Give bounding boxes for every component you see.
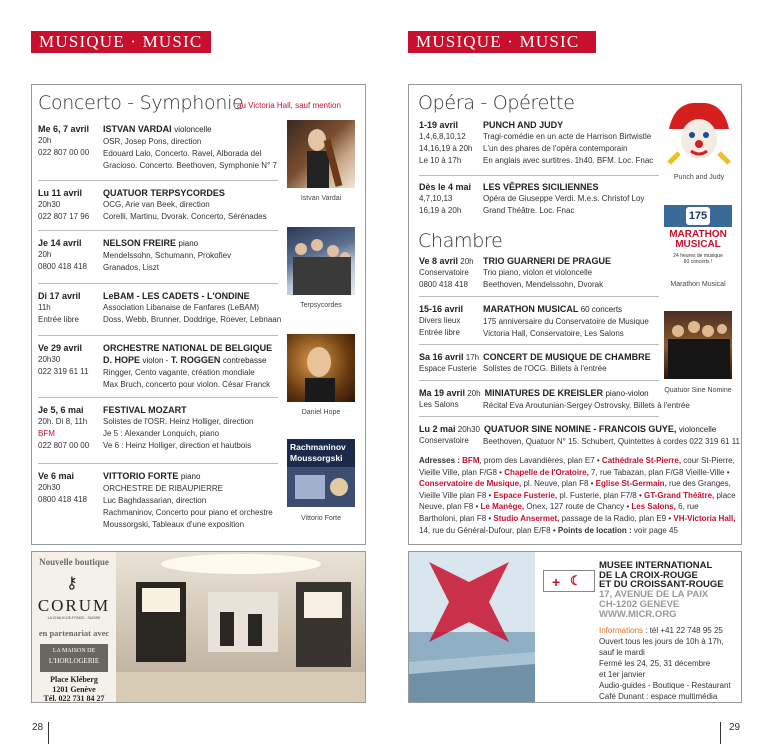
entry-meta: Entrée libre — [38, 315, 79, 324]
micr-address — [599, 590, 708, 620]
entry-date-col — [38, 187, 89, 223]
entry-title — [103, 470, 273, 483]
opera-meta: 14,16,19 à 20h — [419, 144, 473, 153]
micr-addr-1: 17, AVENUE DE LA PAIX — [599, 589, 709, 600]
caption-istvan-vardai: Istvan Vardai — [300, 195, 342, 202]
entry-date: Lu 11 avril — [38, 188, 83, 198]
entry-line: Edouard Lalo, Concerto. Ravel, Alborada del — [103, 149, 262, 158]
micr-closed-dates: Fermé les 24, 25, 31 décembre — [599, 659, 711, 668]
entry-date: Ve 6 mai — [38, 471, 75, 481]
corum-brand: CORUM — [37, 596, 111, 615]
entry-meta: 20h30 — [38, 355, 61, 364]
chambre-line: 175 anniversaire du Conservatoire de Musique — [483, 317, 649, 326]
performer-name-2: T. ROGGEN — [170, 355, 221, 365]
address-name: Les Salons, — [631, 502, 676, 512]
entry-line: Max Bruch, concerto pour violon. César Franck — [103, 380, 271, 389]
opera-separator — [419, 175, 659, 176]
chambre-title — [483, 303, 649, 316]
section-title-opera: Opéra - Opérette — [418, 92, 575, 114]
entry-line: ORCHESTRE DE RIBAUPIERRE — [103, 484, 224, 493]
opera-meta: Le 10 à 17h — [419, 156, 462, 165]
corum-partner: en partenariat avec — [38, 628, 110, 638]
entry-date-col — [38, 237, 87, 273]
photo-terpsycordes — [287, 227, 355, 295]
address-text: 7, rue Tabazan, plan F/G8 Vieille-Ville • — [588, 467, 730, 477]
entry-line: Je 5 : Alexander Lonquich, piano — [103, 429, 220, 438]
opera-title: PUNCH AND JUDY — [483, 120, 564, 130]
chambre-title-text: MINIATURES DE KREISLER — [484, 388, 603, 398]
chambre-meta: Conservatoire — [419, 436, 469, 445]
address-text: 14, rue du Général-Dufour, plan E/F8 • — [419, 525, 556, 535]
address-name: GT-Grand Théâtre, — [644, 490, 715, 500]
entry-separator — [38, 283, 278, 284]
entry-date: Di 17 avril — [38, 291, 81, 301]
address-name: Conservatoire de Musique, — [419, 479, 522, 489]
address-name: Studio Ansermet, — [493, 513, 560, 523]
opera-line: Tragi-comédie en un acte de Harrison Birtwistle — [483, 132, 652, 141]
performer-name: D. HOPE — [103, 355, 141, 365]
chambre-date: Lu 2 mai — [419, 424, 456, 434]
address-name: Espace Fusterie, — [493, 490, 558, 500]
red-cross-icon: + — [552, 574, 561, 590]
entry-meta: 022 807 00 00 — [38, 148, 90, 157]
entry-date-col — [38, 123, 89, 159]
entry-line: Luc Baghdassarian, direction — [103, 496, 207, 505]
entry-title — [103, 237, 231, 250]
chambre-meta-col — [419, 399, 459, 411]
maison-logo — [40, 644, 108, 672]
micr-addr-3[interactable]: WWW.MICR.ORG — [599, 609, 677, 620]
address-text: 6, rue Bartholoni, plan F8 • — [419, 502, 699, 523]
address-text: cour St-Pierre, Vieille Ville, plan F/G8 • — [419, 456, 735, 477]
chambre-date: Ma 19 avril — [419, 388, 466, 398]
caption-punch-judy: Punch and Judy — [673, 174, 725, 181]
photo-punch-judy — [665, 95, 733, 167]
chambre-line: Beethoven, Quatuor N° 15. Schubert, Quintettes à cordes 022 319 61 11 — [483, 437, 740, 446]
entry-date-col — [38, 290, 81, 326]
entry-line: Association Libanaise de Fanfares (LeBAM) — [103, 303, 260, 312]
chambre-line: Récital Eva Aroutunian-Sergey Ostrovsky. Billets à l'entrée — [483, 401, 690, 410]
chambre-meta-col — [419, 267, 469, 291]
opera-meta: 1,4,6,8,10,12 — [419, 132, 466, 141]
page-number-left: 28 — [32, 722, 44, 733]
chambre-title-wrap — [483, 255, 611, 291]
section-subtitle: au Victoria Hall, sauf mention — [237, 101, 341, 110]
entry-title — [103, 342, 272, 354]
entry-body — [103, 123, 277, 172]
entry-meta: 022 807 00 00 — [38, 441, 90, 450]
opera-line: Grand Théâtre. Loc. Fnac — [483, 206, 575, 215]
micr-closed-jan: et 1er janvier — [599, 670, 646, 679]
entry-title — [103, 187, 267, 199]
chambre-date: 15-16 avril — [419, 304, 464, 314]
entry-title-text: QUATUOR TERPSYCORDES — [103, 188, 225, 198]
corum-brand-sub: LA CHAUX-DE-FONDS - SUISSE — [47, 616, 101, 620]
location-label: Points de location : — [557, 525, 632, 535]
entry-meta: 20h30 — [38, 200, 61, 209]
addresses-block — [419, 455, 737, 536]
entry-separator — [38, 180, 278, 181]
photo-daniel-hope — [287, 334, 355, 402]
entry-title-text: LeBAM - LES CADETS - L'ONDINE — [103, 291, 250, 301]
entry-line: Solistes de l'OSR. Heinz Holliger, direction — [103, 417, 254, 426]
chambre-meta-col — [419, 363, 477, 375]
address-text: , prom des Lavandières, plan E7 • — [479, 456, 600, 465]
address-name: Eglise St-Germain, — [595, 479, 667, 489]
addresses-label: Adresses : — [419, 456, 460, 465]
entry-line: Corelli, Martinu, Dvorak. Concerto, Sérénades — [103, 212, 267, 221]
opera-title: LES VÊPRES SICILIENNES — [483, 182, 599, 192]
chambre-separator — [419, 296, 659, 297]
entry-body — [103, 187, 267, 223]
entry-title-text: ISTVAN VARDAI — [103, 124, 172, 134]
page-rule-left — [48, 722, 49, 744]
entry-meta: BFM — [38, 429, 55, 438]
chambre-line: Victoria Hall, Conservatoire, Les Salons — [483, 329, 624, 338]
micr-info-label: Informations — [599, 626, 644, 635]
address-name: Le Manège, — [480, 502, 525, 512]
entry-meta: 20h30 — [38, 483, 61, 492]
opera-meta: 16,19 à 20h — [419, 206, 462, 215]
entry-separator — [38, 335, 278, 336]
corum-address — [32, 675, 116, 703]
address-text: place Neuve, plan F8 • — [419, 490, 736, 512]
boutique-interior-image — [116, 552, 366, 703]
micr-phone: : tél +41 22 748 95 25 — [643, 626, 723, 635]
chambre-title-text: MARATHON MUSICAL — [483, 304, 579, 314]
entry-line: Ve 6 : Heinz Holliger, direction et hautbois — [103, 441, 252, 450]
cellist-image — [287, 120, 355, 188]
entry-date: Me 6, 7 avril — [38, 124, 90, 134]
micr-title — [599, 561, 724, 590]
corum-ad[interactable] — [31, 551, 366, 703]
entry-line: Ringger, Cento vagante, création mondiale — [103, 368, 255, 377]
entry-date-col — [38, 470, 87, 506]
photo-vittorio-forte — [287, 439, 355, 507]
entry-title — [103, 404, 253, 416]
chambre-meta-col — [419, 315, 460, 339]
entry-meta: 11h — [38, 303, 51, 312]
chambre-separator — [419, 344, 659, 345]
entry-separator — [38, 463, 278, 464]
micr-ad[interactable] — [408, 551, 742, 703]
string-quartet-image — [664, 311, 732, 379]
entry-meta: 20h. Di 8, 11h — [38, 417, 88, 426]
entry-date: Ve 29 avril — [38, 343, 83, 353]
chambre-meta: Conservatoire — [419, 268, 469, 277]
entry-line: Doss, Webb, Brunner, Doddrige, Roever, Lebnaan — [103, 315, 282, 324]
micr-closed-day: sauf le mardi — [599, 648, 645, 657]
chambre-time: 20h30 — [457, 425, 480, 434]
chambre-line: Solistes de l'OCG. Billets à l'entrée — [483, 364, 607, 373]
marathon-sub-2: 60 concerts ! — [683, 259, 713, 265]
cd-cover-image — [287, 467, 355, 507]
entry-body — [103, 404, 253, 452]
address-text: rue des Granges, Vieille Ville plan F8 • — [419, 479, 731, 500]
chambre-title-text: TRIO GUARNERI DE PRAGUE — [483, 256, 612, 266]
chambre-separator — [419, 416, 659, 417]
micr-logo — [543, 570, 595, 592]
address-name: BFM — [462, 456, 480, 465]
entry-title-text: FESTIVAL MOZART — [103, 405, 187, 415]
caption-terpsycordes: Terpsycordes — [300, 302, 342, 309]
chambre-meta: 0800 418 418 — [419, 280, 468, 289]
entry-title-text: VITTORIO FORTE — [103, 471, 179, 481]
section-title-concerto: Concerto - Symphonie — [38, 92, 244, 114]
museum-building-image — [409, 552, 535, 703]
chambre-time: 17h — [465, 353, 480, 362]
violinist-image — [287, 334, 355, 402]
music-banner-right: MUSIQUE · MUSIC — [408, 31, 596, 53]
chambre-title-text: CONCERT DE MUSIQUE DE CHAMBRE — [483, 352, 651, 362]
entry-title — [103, 123, 277, 136]
opera-line: L'un des phares de l'opéra contemporain — [483, 144, 628, 153]
micr-info — [599, 625, 731, 702]
entry-meta: 022 319 61 11 — [38, 367, 89, 376]
location-text: voir page 45 — [631, 525, 678, 535]
red-crescent-icon: ☾ — [570, 573, 582, 588]
entry-title-line2 — [103, 354, 272, 367]
corum-key-icon: ⚷ — [66, 575, 78, 592]
marathon-number: 175 — [686, 207, 710, 225]
entry-title-note: violoncelle — [174, 125, 212, 134]
marathon-sub-1: 24 heures de musique — [673, 253, 723, 259]
caption-vittorio-forte: Vittorio Forte — [301, 515, 341, 522]
cd-title-2: Moussorgski — [290, 453, 343, 463]
micr-title-2: DE LA CROIX-ROUGE — [599, 569, 698, 581]
corum-addr-3: Tél. 022 731 84 27 — [43, 694, 105, 703]
caption-daniel-hope: Daniel Hope — [301, 409, 341, 416]
entry-line: Gracioso. Concerto. Beethoven, Symphonie N° 7 — [103, 161, 277, 170]
chambre-title-note: 60 concerts — [580, 305, 623, 314]
entry-title-note: piano — [178, 239, 199, 248]
chambre-title-text: QUATUOR SINE NOMINE - FRANCOIS GUYE, — [484, 424, 677, 434]
chambre-meta: Les Salons — [419, 400, 459, 409]
address-list — [419, 456, 736, 535]
micr-addr-2: CH-1202 GENEVE — [599, 599, 680, 610]
chambre-line: Beethoven, Mendelssohn, Dvorak — [483, 280, 604, 289]
entry-title-text: ORCHESTRE NATIONAL DE BELGIQUE — [103, 343, 273, 353]
address-text: passage de la Radio, plan E9 • — [559, 513, 672, 523]
marathon-title-1: MARATHON — [669, 229, 727, 240]
performer-instrument-2: contrebasse — [222, 356, 267, 365]
chambre-line: Trio piano, violon et violoncelle — [483, 268, 593, 277]
entry-title-text: NELSON FREIRE — [103, 238, 177, 248]
entry-date-col — [38, 342, 89, 378]
entry-body — [103, 237, 231, 274]
address-text: pl. Neuve, plan F8 • — [521, 479, 594, 489]
entry-body — [103, 342, 272, 391]
chambre-title-note: violoncelle — [678, 425, 717, 434]
address-text: pl. Fusterie, plan F7/8 • — [557, 490, 642, 500]
address-name: Cathédrale St-Pierre, — [601, 456, 682, 465]
address-name: Chapelle de l'Oratoire, — [504, 467, 589, 477]
quartet-image — [287, 227, 355, 295]
opera-meta: 4,7,10,13 — [419, 194, 453, 203]
corum-addr-1: Place Kléberg — [50, 675, 98, 684]
entry-separator — [38, 230, 278, 231]
caption-marathon: Marathon Musical — [670, 281, 726, 288]
address-text: Onex, 127 route de Chancy • — [524, 502, 630, 512]
opera-date: 1-19 avril — [419, 120, 459, 130]
photo-istvan-vardai — [287, 120, 355, 188]
micr-title-1: MUSEE INTERNATIONAL — [599, 560, 713, 571]
maison-line-1: LA MAISON DE — [52, 648, 96, 654]
chambre-date: Ve 8 avril — [419, 256, 459, 266]
opera-date: Dès le 4 mai — [419, 182, 472, 192]
entry-line: Rachmaninov, Concerto pour piano et orchestre — [103, 508, 273, 517]
chambre-meta: Entrée libre — [419, 328, 460, 337]
micr-services: Audio-guides - Boutique - Restaurant — [599, 681, 731, 690]
opera-date-col — [419, 181, 471, 217]
clown-image — [665, 95, 733, 167]
micr-cafe: Café Dunant : espace multimédia — [599, 692, 718, 701]
marathon-title-2: MUSICAL — [675, 239, 721, 250]
entry-meta: 0800 418 418 — [38, 495, 87, 504]
address-name: VH-Victoria Hall, — [673, 513, 736, 523]
opera-body — [483, 181, 644, 217]
opera-line: En anglais avec surtitres. 1h40. BFM. Loc. Fnac — [483, 156, 654, 165]
entry-meta: 022 807 17 96 — [38, 212, 90, 221]
marathon-poster — [664, 205, 732, 273]
entry-meta: 20h — [38, 250, 52, 259]
entry-line: Moussorgski, Tableaux d'une exposition — [103, 520, 245, 529]
entry-title-note: piano — [180, 472, 201, 481]
entry-date: Je 5, 6 mai — [38, 405, 84, 415]
entry-line: OSR, Josep Pons, direction — [103, 137, 202, 146]
entry-meta: 20h — [38, 136, 52, 145]
micr-title-3: ET DU CROISSANT-ROUGE — [599, 579, 724, 590]
corum-addr-2: 1201 Genève — [52, 684, 96, 694]
cd-title-1: Rachmaninov — [290, 442, 346, 452]
micr-hours: Ouvert tous les jours de 10h à 17h, — [599, 637, 724, 646]
opera-date-col — [419, 119, 472, 167]
chambre-meta: Espace Fusterie — [419, 364, 477, 373]
entry-date-col — [38, 404, 89, 452]
entry-line: Mendelssohn, Schumann, Prokofiev — [103, 251, 232, 260]
chambre-title-wrap — [483, 351, 651, 375]
entry-date: Je 14 avril — [38, 238, 82, 248]
chambre-time: 20h — [460, 257, 474, 266]
chambre-title — [483, 255, 611, 267]
chambre-time: 20h — [467, 389, 481, 398]
page-number-right: 29 — [729, 722, 741, 733]
entry-line: OCG, Arie van Beek, direction — [103, 200, 210, 209]
chambre-title — [484, 423, 741, 436]
caption-quatuor: Quatuor Sine Nomine — [664, 387, 732, 394]
entry-body — [103, 290, 281, 326]
chambre-title — [483, 351, 651, 363]
section-title-chambre: Chambre — [418, 230, 503, 252]
chambre-date: Sa 16 avril — [419, 352, 464, 362]
chambre-separator — [419, 380, 659, 381]
music-banner-left: MUSIQUE · MUSIC — [31, 31, 211, 53]
chambre-title-wrap — [483, 303, 649, 340]
entry-body — [103, 470, 273, 531]
opera-body — [483, 119, 653, 167]
opera-line: Opéra de Giuseppe Verdi. M.e.s. Christof Loy — [483, 194, 645, 203]
chambre-meta-col — [419, 435, 469, 447]
chambre-meta: Divers lieux — [419, 316, 461, 325]
entry-line: Granados, Liszt — [103, 263, 160, 272]
entry-meta: 0800 418 418 — [38, 262, 87, 271]
entry-title — [103, 290, 281, 302]
chambre-title-note: piano-violon — [605, 389, 649, 398]
performer-instrument: violon - — [142, 356, 169, 365]
photo-quatuor-sine-nomine — [664, 311, 732, 379]
chambre-title-wrap — [484, 423, 741, 448]
page-rule-right — [720, 722, 721, 744]
maison-line-2: L'HORLOGERIE — [48, 657, 100, 665]
entry-separator — [38, 397, 278, 398]
corum-header: Nouvelle boutique — [39, 557, 109, 567]
